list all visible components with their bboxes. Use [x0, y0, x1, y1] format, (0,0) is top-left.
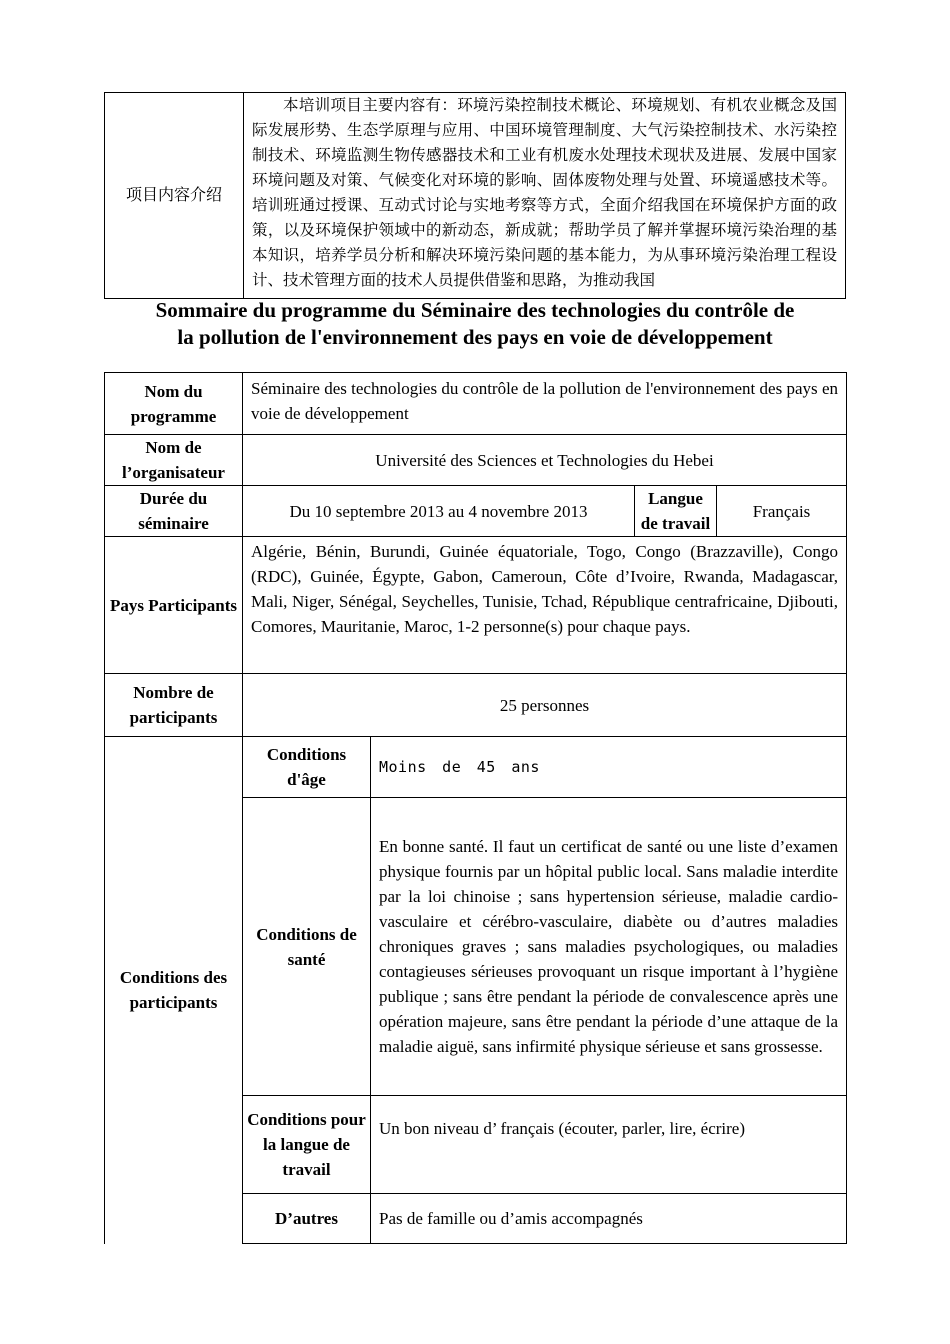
duration-label: Durée du séminaire [105, 486, 243, 537]
language-conditions-value: Un bon niveau d’ français (écouter, parler, lire, écrire) [371, 1096, 847, 1194]
program-summary-table [104, 372, 847, 1244]
program-name-value: Séminaire des technologies du contrôle de la pollution de l'environnement des pays en voie de développement [243, 373, 847, 435]
health-conditions-value: En bonne santé. Il faut un certificat de santé ou une liste d’examen physique fournis par un hôpital public local. Sans maladie interdite par la loi chinoise ; sans hypertension sérieuse, maladie cardio-vasculaire et cérébro-vasculaire, diabète ou d’autres maladies chroniques graves ; sans maladies psychologiques, ou maladies contagieuses sérieuses provoquant un risque important à l’hygiène publique ; sans être pendant la période de convalescence après une opération majeure, sans être pendant la période d’une attaque de la maladie aiguë, sans infirmité physique sérieuse et sans grossesse. [371, 798, 847, 1096]
project-content-label: 项目内容介绍 [105, 93, 244, 299]
other-conditions-label: D’autres [243, 1194, 371, 1244]
project-content-table [104, 92, 846, 299]
organizer-value: Université des Sciences et Technologies du Hebei [243, 435, 847, 486]
page-title [104, 297, 846, 351]
program-name-label: Nom du programme [105, 373, 243, 435]
title-line-1: Sommaire du programme du Séminaire des technologies du contrôle de [155, 298, 795, 322]
countries-value: Algérie, Bénin, Burundi, Guinée équatoriale, Togo, Congo (Brazzaville), Congo (RDC), Guinée, Égypte, Gabon, Cameroun, Côte d’Ivoire, Rwanda, Madagascar, Mali, Niger, Sénégal, Seychelles, Tunisie, Tchad, République centrafricaine, Djibouti, Comores, Mauritanie, Maroc, 1-2 personne(s) pour chaque pays. [243, 537, 847, 674]
other-conditions-value: Pas de famille ou d’amis accompagnés [371, 1194, 847, 1244]
countries-label: Pays Participants [105, 537, 243, 674]
age-conditions-value: Moins de 45 ans [371, 737, 847, 798]
participant-conditions-label: Conditions des participants [105, 737, 243, 1244]
title-line-2: la pollution de l'environnement des pays en voie de développement [177, 325, 773, 349]
project-content-text [244, 93, 846, 299]
project-content-paragraph: 本培训项目主要内容有：环境污染控制技术概论、环境规划、有机农业概念及国际发展形势、生态学原理与应用、中国环境管理制度、大气污染控制技术、水污染控制技术、环境监测生物传感器技术和工业有机废水处理技术现状及进展、发展中国家环境问题及对策、气候变化对环境的影响、固体废物处理与处置、环境遥感技术等。培训班通过授课、互动式讨论与实地考察等方式，全面介绍我国在环境保护方面的政策，以及环境保护领域中的新动态，新成就；帮助学员了解并掌握环境污染治理的基本知识，培养学员分析和解决环境污染问题的基本能力，为从事环境污染治理工程设计、技术管理方面的技术人员提供借鉴和思路，为推动我国 [252, 97, 837, 289]
working-language-value: Français [717, 486, 847, 537]
participants-count-label: Nombre de participants [105, 674, 243, 737]
working-language-label: Langue de travail [635, 486, 717, 537]
health-conditions-label: Conditions de santé [243, 798, 371, 1096]
duration-value: Du 10 septembre 2013 au 4 novembre 2013 [243, 486, 635, 537]
organizer-label: Nom de l’organisateur [105, 435, 243, 486]
age-conditions-label: Conditions d'âge [243, 737, 371, 798]
language-conditions-label: Conditions pour la langue de travail [243, 1096, 371, 1194]
participants-count-value: 25 personnes [243, 674, 847, 737]
